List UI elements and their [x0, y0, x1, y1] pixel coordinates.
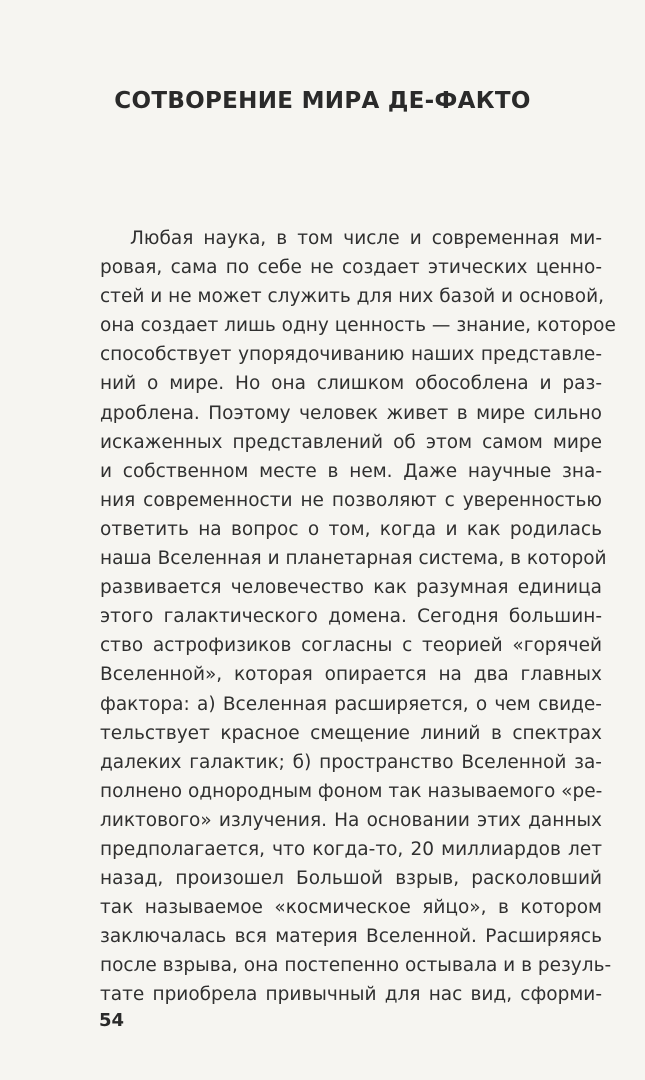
- text-line: Любая наука, в том числе и современная ми-: [130, 228, 602, 249]
- text-line: искаженных представлений об этом самом мире: [100, 431, 602, 453]
- text-line: развивается человечество как разумная единица: [100, 577, 602, 599]
- text-line: тате приобрела привычный для нас вид, сформи-: [100, 984, 602, 1006]
- text-line: стей и не может служить для них базой и основой,: [100, 286, 604, 308]
- text-line: назад, произошел Большой взрыв, расколовший: [100, 868, 602, 890]
- text-line: предполагается, что когда-то, 20 миллиардов лет: [100, 838, 602, 860]
- page-number: 54: [99, 1010, 125, 1031]
- text-line: ликтового» излучения. На основании этих данных: [100, 809, 602, 831]
- text-line: дроблена. Поэтому человек живет в мире сильно: [100, 402, 602, 424]
- text-line: после взрыва, она постепенно остывала и в резуль-: [100, 955, 612, 977]
- text-line: так называемое «космическое яйцо», в котором: [100, 897, 602, 919]
- text-line: Вселенной», которая опирается на два главных: [100, 664, 602, 686]
- text-line: способствует упорядочиванию наших представле-: [100, 344, 602, 366]
- text-line: ния современности не позволяют с уверенностью: [100, 489, 602, 511]
- text-line: ство астрофизиков согласны с теорией «горячей: [100, 635, 602, 657]
- text-line: ответить на вопрос о том, когда и как родилась: [100, 518, 602, 540]
- text-line: она создает лишь одну ценность — знание, которое: [100, 315, 616, 337]
- text-line: полнено однородным фоном так называемого «ре-: [100, 780, 603, 802]
- text-line: и собственном месте в нем. Даже научные зна-: [100, 460, 602, 482]
- chapter-title: СОТВОРЕНИЕ МИРА ДЕ-ФАКТО: [114, 88, 531, 114]
- text-line: тельствует красное смещение линий в спектрах: [100, 722, 602, 744]
- text-line: заключалась вся материя Вселенной. Расширяясь: [100, 926, 602, 948]
- text-line: этого галактического домена. Сегодня большин-: [100, 606, 602, 628]
- text-line: ровая, сама по себе не создает этических ценно-: [100, 257, 602, 279]
- text-line: ний о мире. Но она слишком обособлена и раз-: [100, 373, 602, 395]
- text-line: наша Вселенная и планетарная система, в которой: [100, 548, 607, 570]
- text-line: далеких галактик; б) пространство Вселенной за-: [100, 751, 602, 773]
- body-text: [100, 224, 616, 1010]
- text-line: фактора: а) Вселенная расширяется, о чем свиде-: [100, 693, 602, 715]
